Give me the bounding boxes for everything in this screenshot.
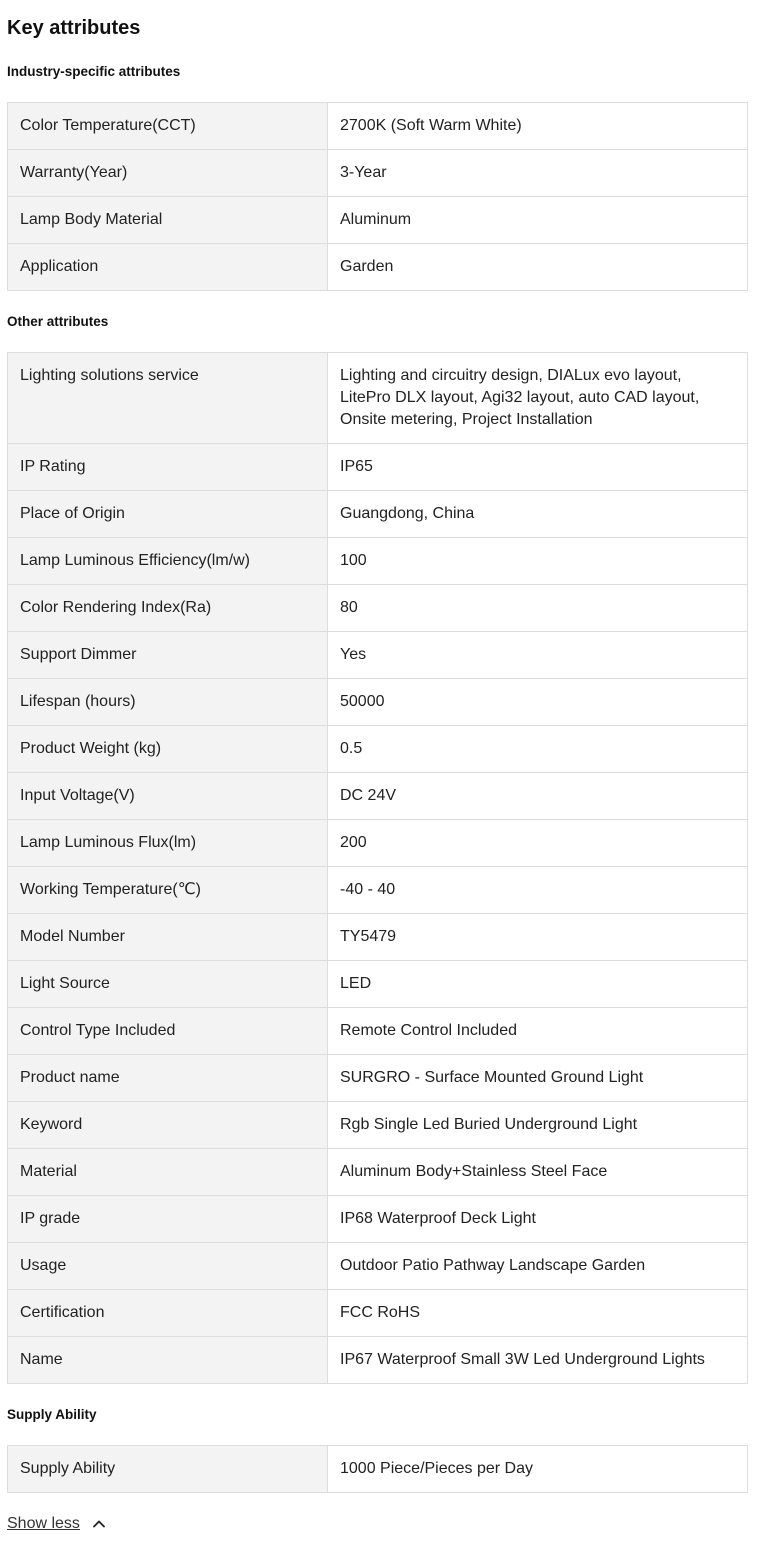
attribute-value: Aluminum: [328, 197, 748, 244]
attribute-key: Color Rendering Index(Ra): [8, 585, 328, 632]
table-row: [8, 538, 748, 585]
page-title: Key attributes: [7, 17, 141, 39]
table-row: [8, 1196, 748, 1243]
attribute-value: Guangdong, China: [328, 491, 748, 538]
attribute-value: SURGRO - Surface Mounted Ground Light: [328, 1055, 748, 1102]
attribute-value: IP67 Waterproof Small 3W Led Underground Lights: [328, 1337, 748, 1384]
table-row: [8, 679, 748, 726]
attribute-value: Aluminum Body+Stainless Steel Face: [328, 1149, 748, 1196]
attribute-key: Support Dimmer: [8, 632, 328, 679]
table-row: [8, 1149, 748, 1196]
section-heading-other: Other attributes: [7, 314, 109, 329]
table-row: [8, 585, 748, 632]
chevron-up-icon: [90, 1515, 108, 1533]
attribute-value: 1000 Piece/Pieces per Day: [328, 1446, 748, 1493]
attribute-key: Model Number: [8, 914, 328, 961]
attribute-value: 2700K (Soft Warm White): [328, 103, 748, 150]
attribute-key: Warranty(Year): [8, 150, 328, 197]
attribute-key: Material: [8, 1149, 328, 1196]
attribute-value: Yes: [328, 632, 748, 679]
attribute-key: Product name: [8, 1055, 328, 1102]
attribute-key: Lamp Luminous Flux(lm): [8, 820, 328, 867]
section-heading-supply: Supply Ability: [7, 1407, 97, 1422]
attribute-key: Light Source: [8, 961, 328, 1008]
attribute-value: -40 - 40: [328, 867, 748, 914]
show-less-label: Show less: [7, 1515, 80, 1532]
other-attributes-table: [7, 352, 748, 1384]
table-row: [8, 726, 748, 773]
table-row: [8, 1243, 748, 1290]
table-row: [8, 773, 748, 820]
table-row: [8, 1055, 748, 1102]
attribute-key: IP Rating: [8, 444, 328, 491]
attribute-value: 3-Year: [328, 150, 748, 197]
attribute-key: Supply Ability: [8, 1446, 328, 1493]
attribute-value: Garden: [328, 244, 748, 291]
attribute-value: IP68 Waterproof Deck Light: [328, 1196, 748, 1243]
attribute-value: TY5479: [328, 914, 748, 961]
show-less-button[interactable]: [7, 1513, 108, 1535]
attribute-key: Lifespan (hours): [8, 679, 328, 726]
attribute-value: 50000: [328, 679, 748, 726]
attribute-value: 0.5: [328, 726, 748, 773]
attribute-key: Application: [8, 244, 328, 291]
section-heading-industry: Industry-specific attributes: [7, 64, 181, 79]
attribute-key: Keyword: [8, 1102, 328, 1149]
attribute-value: 80: [328, 585, 748, 632]
table-row: [8, 1290, 748, 1337]
attribute-key: Lighting solutions service: [8, 353, 328, 444]
table-row: [8, 961, 748, 1008]
table-row: [8, 1446, 748, 1493]
attribute-key: Control Type Included: [8, 1008, 328, 1055]
table-row: [8, 914, 748, 961]
attribute-key: Name: [8, 1337, 328, 1384]
attribute-key: Lamp Luminous Efficiency(lm/w): [8, 538, 328, 585]
table-row: [8, 867, 748, 914]
table-row: [8, 632, 748, 679]
attribute-value: FCC RoHS: [328, 1290, 748, 1337]
table-row: [8, 244, 748, 291]
attribute-key: Working Temperature(℃): [8, 867, 328, 914]
attribute-value: 200: [328, 820, 748, 867]
table-row: [8, 150, 748, 197]
industry-attributes-table: [7, 102, 748, 291]
attribute-key: IP grade: [8, 1196, 328, 1243]
table-row: [8, 1337, 748, 1384]
supply-ability-table: [7, 1445, 748, 1493]
attribute-key: Input Voltage(V): [8, 773, 328, 820]
attribute-value: IP65: [328, 444, 748, 491]
attribute-value: 100: [328, 538, 748, 585]
attribute-key: Usage: [8, 1243, 328, 1290]
table-row: [8, 197, 748, 244]
attribute-key: Place of Origin: [8, 491, 328, 538]
attribute-value: Outdoor Patio Pathway Landscape Garden: [328, 1243, 748, 1290]
attribute-key: Lamp Body Material: [8, 197, 328, 244]
table-row: [8, 444, 748, 491]
table-row: [8, 353, 748, 444]
attribute-key: Certification: [8, 1290, 328, 1337]
attribute-value: Rgb Single Led Buried Underground Light: [328, 1102, 748, 1149]
table-row: [8, 1008, 748, 1055]
table-row: [8, 1102, 748, 1149]
attribute-value: Lighting and circuitry design, DIALux evo layout, LitePro DLX layout, Agi32 layout, auto CAD layout, Onsite metering, Project Installation: [328, 353, 748, 444]
attribute-key: Product Weight (kg): [8, 726, 328, 773]
table-row: [8, 103, 748, 150]
table-row: [8, 491, 748, 538]
attribute-value: DC 24V: [328, 773, 748, 820]
attribute-value: Remote Control Included: [328, 1008, 748, 1055]
attribute-key: Color Temperature(CCT): [8, 103, 328, 150]
table-row: [8, 820, 748, 867]
attribute-value: LED: [328, 961, 748, 1008]
